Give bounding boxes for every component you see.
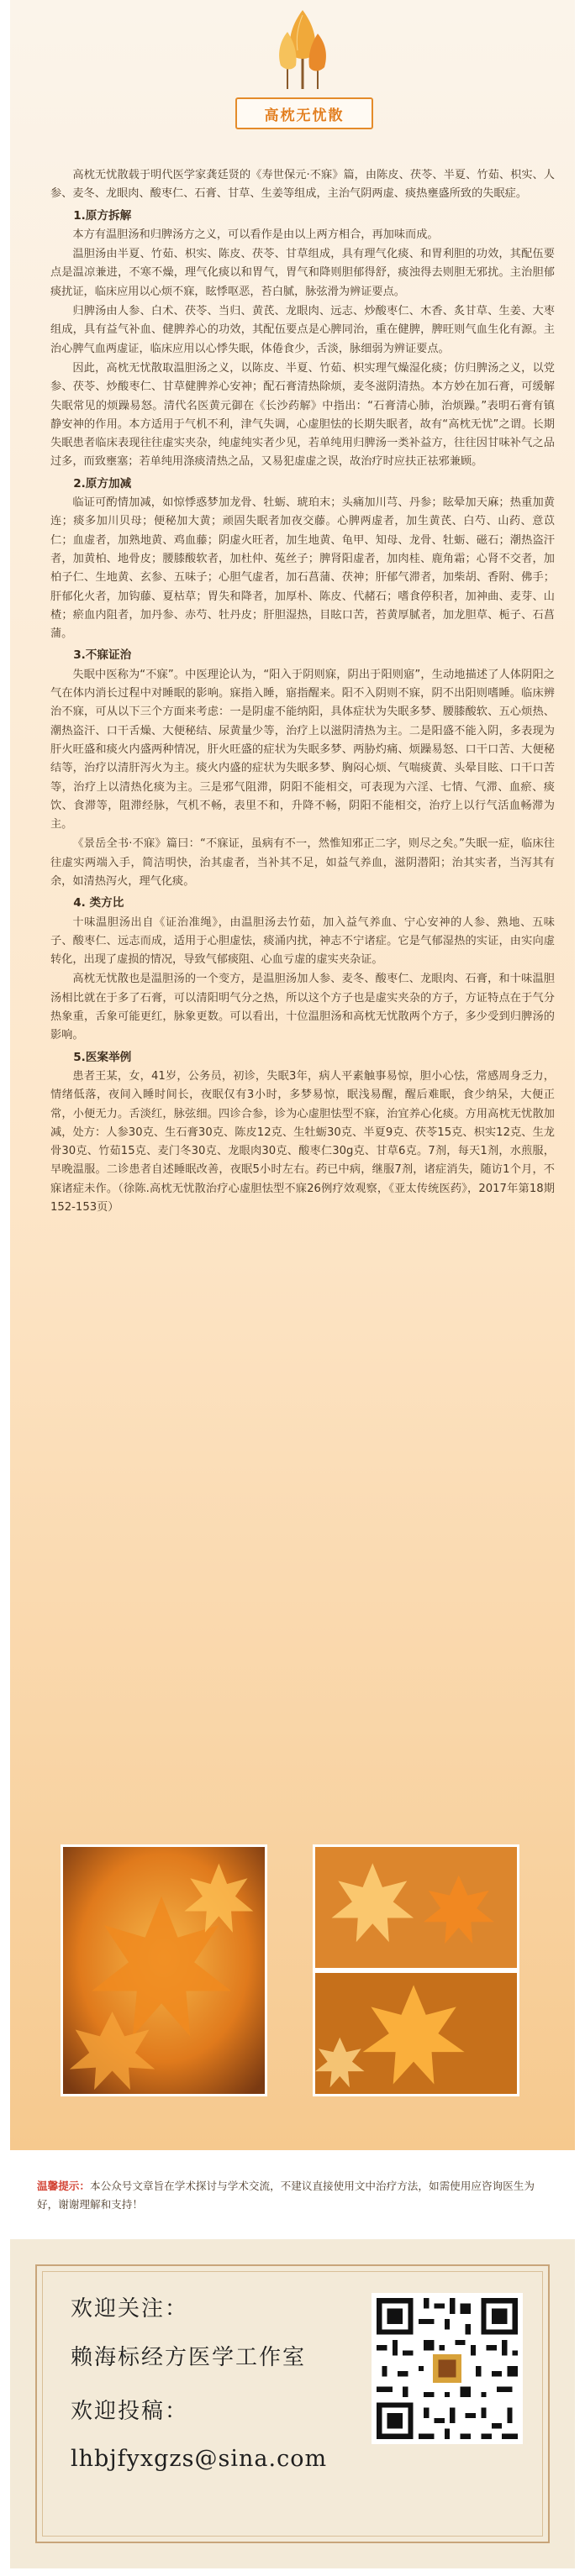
email-address[interactable]: lhbjfyxgzs@sina.com	[71, 2446, 328, 2472]
submission-prompt: 欢迎投稿：	[71, 2399, 189, 2424]
paragraph: 因此，高枕无忧散取温胆汤之义，以陈皮、半夏、竹茹、枳实理气燥湿化痰；仿归脾汤之义，以党参、茯苓、炒酸枣仁、甘草健脾养心安神；配石膏清热除烦，麦冬滋阴清热。本方妙在加石膏，可缓解失眠常见的烦躁易怒。清代名医黄元御在《长沙药解》中指出：“石膏清心肺，治烦躁。”表明石膏有镇静安神的作用。本方适用于气机不利，津气失调，心虚胆怯的长期失眠者，故有“高枕无忧”之谓。长期失眠患者临床表现往往虚实夹杂，纯虚纯实者少见，若单纯用归脾汤一类补益方，往往因甘味补气之品过多，而致壅塞；若单纯用涤痰清热之品，又易犯虚虚之误，故治疗时应扶正祛邪兼顾。	[50, 361, 555, 469]
maple-leaves-photo	[313, 1844, 519, 1970]
warm-tip	[37, 2177, 550, 2214]
studio-name: 赖海标经方医学工作室	[71, 2345, 307, 2370]
section-heading: 3.不寐证治	[73, 648, 132, 663]
article-body	[50, 166, 555, 1218]
follow-prompt: 欢迎关注：	[71, 2296, 189, 2322]
paragraph: 高枕无忧散也是温胆汤的一个变方，是温胆汤加人参、麦冬、酸枣仁、龙眼肉、石膏，和十味温胆汤相比就在于多了石膏，可以清阳明气分之热，所以这个方子也是虚实夹杂的方子，方证特点在于气分热象重，舌象可能更红，脉象更数。可以看出，十位温胆汤和高枕无忧散两个方子，多少受到归脾汤的影响。	[50, 973, 555, 1042]
follow-card	[10, 2239, 575, 2568]
paragraph: 临证可酌情加减，如惊悸惑梦加龙骨、牡蛎、琥珀末；头痛加川芎、丹参；眩晕加天麻；热重加黄连；痰多加川贝母；便秘加大黄；顽固失眠者加夜交藤。心脾两虚者，加生黄芪、白芍、山药、意苡仁；血虚者，加熟地黄、鸡血藤；阴虚火旺者，加生地黄、龟甲、知母、龙骨、牡蛎、磁石；潮热盗汗者，加黄柏、地骨皮；腰膝酸软者，加杜仲、菟丝子；脾肾阳虚者，加肉桂、鹿角霜；心肾不交者，加柏子仁、生地黄、玄参、五味子；心胆气虚者，加石菖蒲、茯神；肝郁气滞者，加柴胡、香附、佛手；肝郁化火者，加钩藤、夏枯草；胃失和降者，加厚朴、陈皮、代赭石；嗜食停积者，加神曲、麦芽、山楂；瘀血内阻者，加丹参、赤芍、牡丹皮；肝胆湿热，目眩口苦，苔黄厚腻者，加龙胆草、栀子、石菖蒲。	[50, 496, 555, 641]
paragraph: 《景岳全书·不寐》篇曰：“不寐证，虽病有不一，然惟知邪正二字，则尽之矣。”失眠一症，临床往往虚实两端入手，简洁明快，治其虚者，当补其不足，如益气养血，滋阴潜阳；治其实者，当泻其有余，如清热泻火，理气化痰。	[50, 837, 555, 888]
paragraph: 患者王某，女，41岁，公务员，初诊，失眠3年，病人平素触事易惊，胆小心怯，常感周身乏力，情绪低落，夜间入睡时间长，夜眠仅有3小时，多梦易惊，眠浅易醒，醒后难眠，食少纳呆，大便正常，小便无力。舌淡红，脉弦细。四诊合参，诊为心虚胆怯型不寐，治宜养心化痰。方用高枕无忧散加减，处方：人参30克、生石膏30克、陈皮12克、生牡蛎30克、半夏9克、茯苓15克、枳实12克、生龙骨30克、竹茹15克、麦门冬30克、龙眼肉30克、酸枣仁30g克、甘草6克。7剂，每天1剂，水煎服，早晚温服。二诊患者自述睡眠改善，夜眠5小时左右。药已中病，继服7剂，诸症消失，随访1个月，不寐诸症未作。（徐陈.高枕无忧散治疗心虚胆怯型不寐26例疗效观察，《亚太传统医药》，2017年第18期152-153页）	[50, 1069, 555, 1215]
ginkgo-tree-icon	[262, 7, 343, 89]
article-title: 高枕无忧散	[235, 97, 373, 129]
qr-code-icon[interactable]	[372, 2293, 523, 2444]
section-heading: 5.医案举例	[73, 1050, 132, 1064]
paragraph: 温胆汤由半夏、竹茹、枳实、陈皮、茯苓、甘草组成，具有理气化痰、和胃利胆的功效，其配伍要点是温凉兼进，不寒不燥，理气化痰以和胃气，胃气和降则胆郁得舒，痰浊得去则胆无邪扰。主治胆郁痰扰证，临床应用以心烦不寐，眩悸呕恶，苔白腻，脉弦滑为辨证要点。	[50, 248, 555, 298]
intro-paragraph: 高枕无忧散载于明代医学家龚廷贤的《寿世保元·不寐》篇，由陈皮、茯苓、半夏、竹茹、枳实、人参、麦冬、龙眼肉、酸枣仁、石膏、甘草、生姜等组成，主治气阴两虚、痰热壅盛所致的失眠症。	[50, 169, 555, 201]
section-heading: 1.原方拆解	[73, 208, 132, 223]
tip-label: 温馨提示：	[37, 2180, 90, 2192]
tip-text: 本公众号文章旨在学术探讨与学术交流，不建议直接使用文中治疗方法，如需使用应咨询医生为好，谢谢理解和支持！	[37, 2180, 535, 2211]
paragraph: 本方有温胆汤和归脾汤方之义，可以看作是由以上两方相合，再加味而成。	[72, 228, 439, 241]
maple-leaves-photo	[313, 1970, 519, 2096]
section-heading: 4. 类方比	[73, 896, 124, 910]
paragraph: 归脾汤由人参、白术、茯苓、当归、黄芪、龙眼肉、远志、炒酸枣仁、木香、炙甘草、生姜、大枣组成，具有益气补血、健脾养心的功效，其配伍要点是心脾同治，重在健脾，脾旺则气血生化有源。主治心脾气血两虚证，临床应用以心悸失眠，体倦食少，舌淡，脉细弱为辨证要点。	[50, 305, 555, 355]
maple-leaves-photo	[61, 1844, 267, 2096]
section-heading: 2.原方加减	[73, 476, 132, 491]
paragraph: 十味温胆汤出自《证治准绳》，由温胆汤去竹茹，加入益气养血、宁心安神的人参、熟地、五味子、酸枣仁、远志而成，适用于心胆虚怯，痰涌内扰，神志不宁诸症。它是气郁湿热的实证，由实向虚转化，出现了虚损的情况，导致气郁痰阻、心血亏虚的虚实夹杂证。	[50, 916, 555, 967]
paragraph: 失眠中医称为“不寐”。中医理论认为，“阳入于阴则寐，阴出于阳则寤”，生动地描述了人体阴阳之气在体内消长过程中对睡眠的影响。寐指入睡，寤指醒来。阳不入阴则不寐，阴不出阳则嗜睡。临床辨治不寐，可从以下三个方面来考虑：一是阴虚不能纳阳，具体症状为失眠多梦、腰膝酸软、五心烦热、潮热盗汗、口干舌燥、大便秘结、尿黄量少等，治疗上以滋阴清热为主。二是阳盛不能入阴，多表现为肝火旺盛和痰火内盛两种情况，肝火旺盛的症状为失眠多梦、两胁灼痛、烦躁易怒、口干口苦、大便秘结等，治疗以清肝泻火为主。痰火内盛的症状为失眠多梦、胸闷心烦、气喘痰黄、头晕目眩、口干口苦等，治疗上以清热化痰为主。三是邪气阻滞，阴阳不能相交，可表现为六淫、七情、气滞、血瘀、痰饮、食滞等，阻滞经脉，气机不畅，表里不和，升降不畅，阴阳不能相交，治疗上以行气活血畅滞为主。	[50, 668, 555, 832]
article-card	[10, 0, 575, 2150]
